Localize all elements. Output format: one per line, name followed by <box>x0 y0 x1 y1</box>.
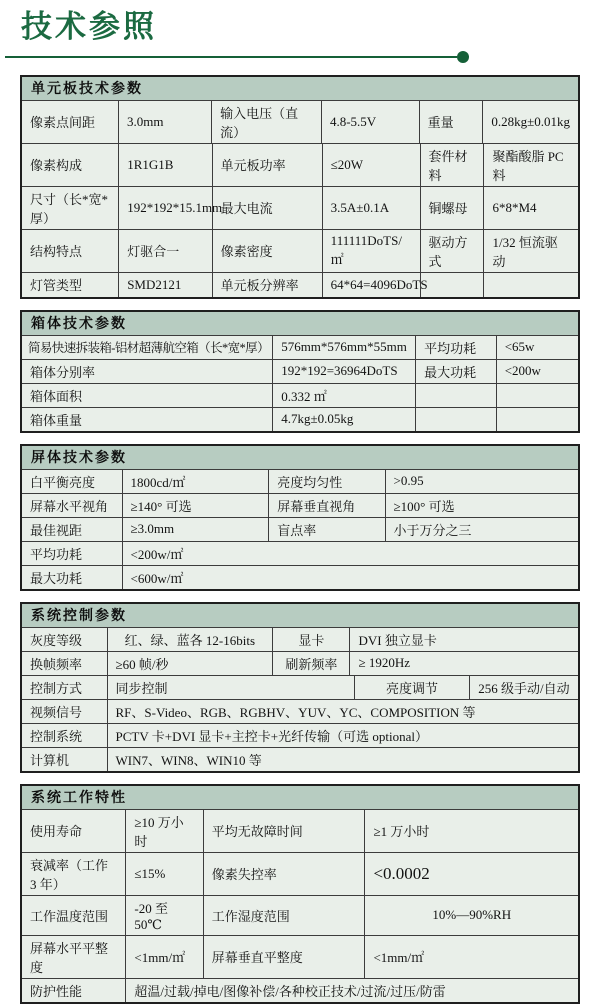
section-title: 单元板技术参数 <box>22 77 578 100</box>
param-label: 平均无故障时间 <box>203 810 365 852</box>
param-value: 聚酯酸脂 PC 料 <box>483 144 578 186</box>
param-label: 屏幕水平视角 <box>30 498 109 514</box>
param-label: 单元板分辨率 <box>212 273 322 297</box>
table-row <box>22 651 578 675</box>
table-row <box>22 335 578 359</box>
param-value: ≥ 1920Hz <box>349 652 578 675</box>
table-row <box>22 469 578 493</box>
param-label: 驱动方式 <box>420 230 484 272</box>
param-label: 控制方式 <box>30 680 83 696</box>
param-value: >0.95 <box>385 470 579 493</box>
param-label: 像素密度 <box>212 230 322 272</box>
param-value: 10%—90%RH <box>364 896 578 935</box>
param-value: <200w <box>496 360 578 383</box>
param-label: 控制系统 <box>30 728 83 744</box>
param-label: 简易快速拆装箱-铝材超薄航空箱（长*宽*厚） <box>28 341 269 356</box>
underline-line <box>5 56 457 58</box>
param-label: 显卡 <box>272 628 349 651</box>
param-value: -20 至 50℃ <box>125 896 202 935</box>
table-row <box>22 852 578 895</box>
param-value: 576mm*576mm*55mm <box>272 336 415 359</box>
table-row <box>22 359 578 383</box>
table-row <box>22 809 578 852</box>
param-label: 换帧频率 <box>30 656 83 672</box>
table-row <box>22 407 578 431</box>
table-row <box>22 541 578 565</box>
param-label: 最佳视距 <box>30 522 83 538</box>
param-value: <65w <box>496 336 578 359</box>
param-label: 输入电压（直流） <box>211 101 321 143</box>
param-label <box>415 384 496 407</box>
param-value: RF、S-Video、RGB、RGBHV、YUV、YC、COMPOSITION 等 <box>107 700 579 723</box>
underline-dot-icon <box>457 51 469 63</box>
param-value: 0.332 ㎡ <box>272 384 415 407</box>
param-value: ≥1 万小时 <box>364 810 578 852</box>
table-row <box>22 565 578 589</box>
param-label: 结构特点 <box>30 244 83 260</box>
param-value: SMD2121 <box>118 273 211 297</box>
param-value: 4.8-5.5V <box>321 101 419 143</box>
param-value: 小于万分之三 <box>385 518 579 541</box>
param-label: 灯管类型 <box>30 278 83 294</box>
param-value: ≥3.0mm <box>122 518 269 541</box>
param-label: 刷新频率 <box>272 652 349 675</box>
table-row <box>22 978 578 1002</box>
param-label: 使用寿命 <box>30 824 83 840</box>
param-label: 像素点间距 <box>30 115 96 131</box>
param-value: 超温/过载/掉电/图像补偿/各种校正技术/过流/过压/防雷 <box>125 979 578 1002</box>
table-row <box>22 627 578 651</box>
param-label: 工作湿度范围 <box>203 896 365 935</box>
table-row <box>22 699 578 723</box>
param-value: <0.0002 <box>364 853 578 895</box>
param-label: 亮度均匀性 <box>268 470 384 493</box>
param-label: 屏幕垂直平整度 <box>203 936 365 978</box>
param-value: <1mm/㎡ <box>364 936 578 978</box>
param-value: ≤20W <box>322 144 420 186</box>
table-row <box>22 895 578 935</box>
param-label <box>415 408 496 431</box>
table-row <box>22 723 578 747</box>
system-operation-table <box>20 784 580 1004</box>
param-value: 192*192*15.1mm <box>118 187 211 229</box>
page-title: 技术参照 <box>21 9 157 45</box>
param-value: 1/32 恒流驱动 <box>483 230 578 272</box>
param-label <box>420 273 484 297</box>
param-value: 6*8*M4 <box>483 187 578 229</box>
param-label: 套件材料 <box>420 144 484 186</box>
param-value <box>496 384 578 407</box>
param-value: <1mm/㎡ <box>125 936 202 978</box>
table-row <box>22 143 578 186</box>
param-label: 白平衡亮度 <box>30 474 96 490</box>
param-label: 单元板功率 <box>212 144 322 186</box>
param-value: 1R1G1B <box>118 144 211 186</box>
param-label: 像素构成 <box>30 158 83 174</box>
param-label: 箱体分别率 <box>30 364 96 380</box>
param-value: 灯驱合一 <box>118 230 211 272</box>
param-label: 防护性能 <box>30 983 83 999</box>
table-row <box>22 383 578 407</box>
param-label: 屏幕水平平整度 <box>30 940 109 975</box>
param-value: 192*192=36964DoTS <box>272 360 415 383</box>
section-title: 屏体技术参数 <box>22 446 578 469</box>
param-value: 红、绿、蓝各 12-16bits <box>107 628 273 651</box>
param-label: 尺寸（长*宽*厚） <box>30 191 109 226</box>
table-row <box>22 747 578 771</box>
unit-board-params-table <box>20 75 580 299</box>
param-value: 4.7kg±0.05kg <box>272 408 415 431</box>
param-label: 视频信号 <box>30 704 83 720</box>
param-value: 0.28kg±0.01kg <box>482 101 578 143</box>
param-label: 箱体重量 <box>30 412 83 428</box>
param-label: 亮度调节 <box>354 676 469 699</box>
param-label: 灰度等级 <box>30 632 83 648</box>
param-value: 同步控制 <box>107 676 354 699</box>
param-value: PCTV 卡+DVI 显卡+主控卡+光纤传输（可选 optional） <box>107 724 579 747</box>
table-row <box>22 493 578 517</box>
param-value: 64*64=4096DoTS <box>322 273 420 297</box>
screen-params-table <box>20 444 580 591</box>
param-value: WIN7、WIN8、WIN10 等 <box>107 748 579 771</box>
cabinet-params-table <box>20 310 580 433</box>
table-row <box>22 186 578 229</box>
param-value <box>483 273 578 297</box>
table-row <box>22 100 578 143</box>
system-control-params-table <box>20 602 580 773</box>
param-label: 最大功耗 <box>415 360 496 383</box>
section-title: 箱体技术参数 <box>22 312 578 335</box>
param-label: 铜螺母 <box>420 187 484 229</box>
param-value: ≥60 帧/秒 <box>107 652 273 675</box>
param-value: ≥140° 可选 <box>122 494 269 517</box>
section-title: 系统控制参数 <box>22 604 578 627</box>
param-value: 3.0mm <box>118 101 211 143</box>
param-label: 最大电流 <box>212 187 322 229</box>
param-label: 箱体面积 <box>30 388 83 404</box>
param-value: <600w/㎡ <box>122 566 578 589</box>
table-row <box>22 272 578 297</box>
param-label: 盲点率 <box>268 518 384 541</box>
param-label: 平均功耗 <box>415 336 496 359</box>
param-label: 衰减率（工作 3 年） <box>30 857 109 892</box>
param-label: 像素失控率 <box>203 853 365 895</box>
table-row <box>22 935 578 978</box>
table-row <box>22 229 578 272</box>
param-label: 最大功耗 <box>30 570 83 586</box>
param-label: 平均功耗 <box>30 546 83 562</box>
table-row <box>22 675 578 699</box>
param-value <box>496 408 578 431</box>
param-label: 重量 <box>419 101 483 143</box>
param-value: ≥10 万小时 <box>125 810 202 852</box>
param-value: DVI 独立显卡 <box>349 628 578 651</box>
param-value: 111111DoTS/㎡ <box>322 230 420 272</box>
param-value: <200w/㎡ <box>122 542 578 565</box>
title-underline <box>5 51 469 63</box>
param-value: 256 级手动/自动 <box>469 676 578 699</box>
section-title: 系统工作特性 <box>22 786 578 809</box>
param-label: 计算机 <box>30 752 70 768</box>
param-label: 工作温度范围 <box>30 908 109 924</box>
table-row <box>22 517 578 541</box>
param-value: ≤15% <box>125 853 202 895</box>
param-label: 屏幕垂直视角 <box>268 494 384 517</box>
param-value: 3.5A±0.1A <box>322 187 420 229</box>
param-value: ≥100° 可选 <box>385 494 579 517</box>
param-value: 1800cd/㎡ <box>122 470 269 493</box>
